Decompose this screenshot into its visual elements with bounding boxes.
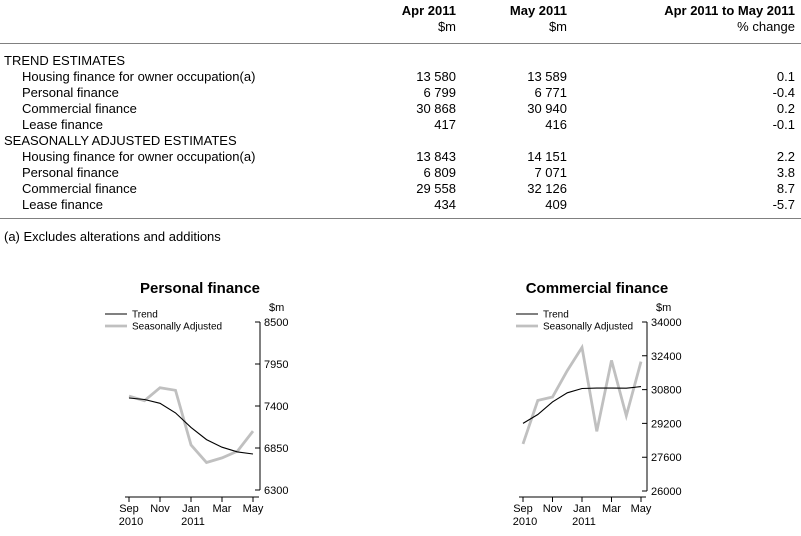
change-value: 0.1 <box>776 69 795 84</box>
y-tick-label: 6850 <box>264 443 289 455</box>
x-year-label: 2010 <box>118 516 144 528</box>
col-title: Apr 2011 to May 2011 <box>664 3 795 18</box>
y-tick-label: 29200 <box>651 418 682 431</box>
x-tick-label: Sep <box>513 503 533 515</box>
legend-label: Seasonally Adjusted <box>543 321 634 333</box>
row-label: Lease finance <box>22 197 103 212</box>
apr-value: 6 799 <box>423 85 456 100</box>
may-value: 6 771 <box>534 85 567 100</box>
x-tick-label: Jan <box>182 503 200 515</box>
y-tick-label: 34000 <box>651 317 682 329</box>
apr-value: 13 843 <box>416 149 456 164</box>
legend-label: Trend <box>543 309 569 321</box>
y-axis-unit: $m <box>269 302 285 314</box>
x-tick-label: May <box>242 503 264 515</box>
col-unit: $m <box>437 19 456 34</box>
apr-value: 30 868 <box>416 101 456 116</box>
y-tick-label: 8500 <box>264 317 289 329</box>
may-value: 7 071 <box>534 165 567 180</box>
x-year-label: 2010 <box>512 516 538 528</box>
apr-value: 29 558 <box>416 181 456 196</box>
x-tick-label: May <box>630 503 652 515</box>
y-axis-unit: $m <box>656 302 672 314</box>
personal-finance-chart <box>105 280 288 528</box>
x-year-label: 2011 <box>572 516 596 528</box>
y-tick-label: 7950 <box>264 359 289 371</box>
x-tick-label: Mar <box>602 503 621 515</box>
may-value: 13 589 <box>527 69 567 84</box>
change-value: -0.4 <box>772 85 795 100</box>
change-value: 2.2 <box>776 149 795 164</box>
y-axis <box>255 322 260 490</box>
row-label: Housing finance for owner occupation(a) <box>22 69 256 84</box>
row-label: Commercial finance <box>22 181 137 196</box>
may-value: 409 <box>545 197 567 212</box>
x-tick-label: Sep <box>119 503 139 515</box>
col-title: Apr 2011 <box>401 3 456 18</box>
x-tick-label: Nov <box>542 503 563 515</box>
change-value: -5.7 <box>772 197 795 212</box>
section-label: TREND ESTIMATES <box>4 53 126 68</box>
commercial-finance-chart <box>513 280 682 528</box>
row-label: Housing finance for owner occupation(a) <box>22 149 256 164</box>
row-label: Lease finance <box>22 117 103 132</box>
chart-title: Personal finance <box>139 280 261 297</box>
x-tick-label: Mar <box>212 503 232 515</box>
y-tick-label: 7400 <box>264 401 289 413</box>
apr-value: 13 580 <box>416 69 456 84</box>
col-title: May 2011 <box>509 3 567 18</box>
y-tick-label: 26000 <box>651 486 682 498</box>
seasonally-adjusted-line <box>523 347 641 444</box>
apr-value: 6 809 <box>423 165 456 180</box>
row-label: Commercial finance <box>22 101 137 116</box>
may-value: 14 151 <box>527 149 567 164</box>
y-tick-label: 32400 <box>651 350 682 363</box>
may-value: 32 126 <box>527 181 567 196</box>
x-year-label: 2011 <box>181 516 205 528</box>
apr-value: 417 <box>434 117 456 132</box>
change-value: 0.2 <box>776 101 795 116</box>
row-label: Personal finance <box>22 165 119 180</box>
y-tick-label: 27600 <box>651 452 682 465</box>
may-value: 416 <box>545 117 567 132</box>
legend-label: Trend <box>132 309 158 321</box>
x-axis <box>125 497 259 502</box>
footnote: (a) Excludes alterations and additions <box>4 229 221 244</box>
col-unit: % change <box>737 19 795 34</box>
y-axis <box>642 322 647 491</box>
x-axis <box>519 497 646 502</box>
chart-title: Commercial finance <box>525 280 669 297</box>
apr-value: 434 <box>434 197 456 212</box>
change-value: 3.8 <box>776 165 795 180</box>
change-value: 8.7 <box>776 181 795 196</box>
col-unit: $m <box>548 19 567 34</box>
y-tick-label: 30800 <box>651 384 682 397</box>
row-label: Personal finance <box>22 85 119 100</box>
legend-label: Seasonally Adjusted <box>132 321 223 333</box>
section-label: SEASONALLY ADJUSTED ESTIMATES <box>4 133 237 148</box>
may-value: 30 940 <box>527 101 567 116</box>
change-value: -0.1 <box>772 117 795 132</box>
x-tick-label: Jan <box>573 503 591 515</box>
x-tick-label: Nov <box>150 503 170 515</box>
y-tick-label: 6300 <box>264 485 289 497</box>
